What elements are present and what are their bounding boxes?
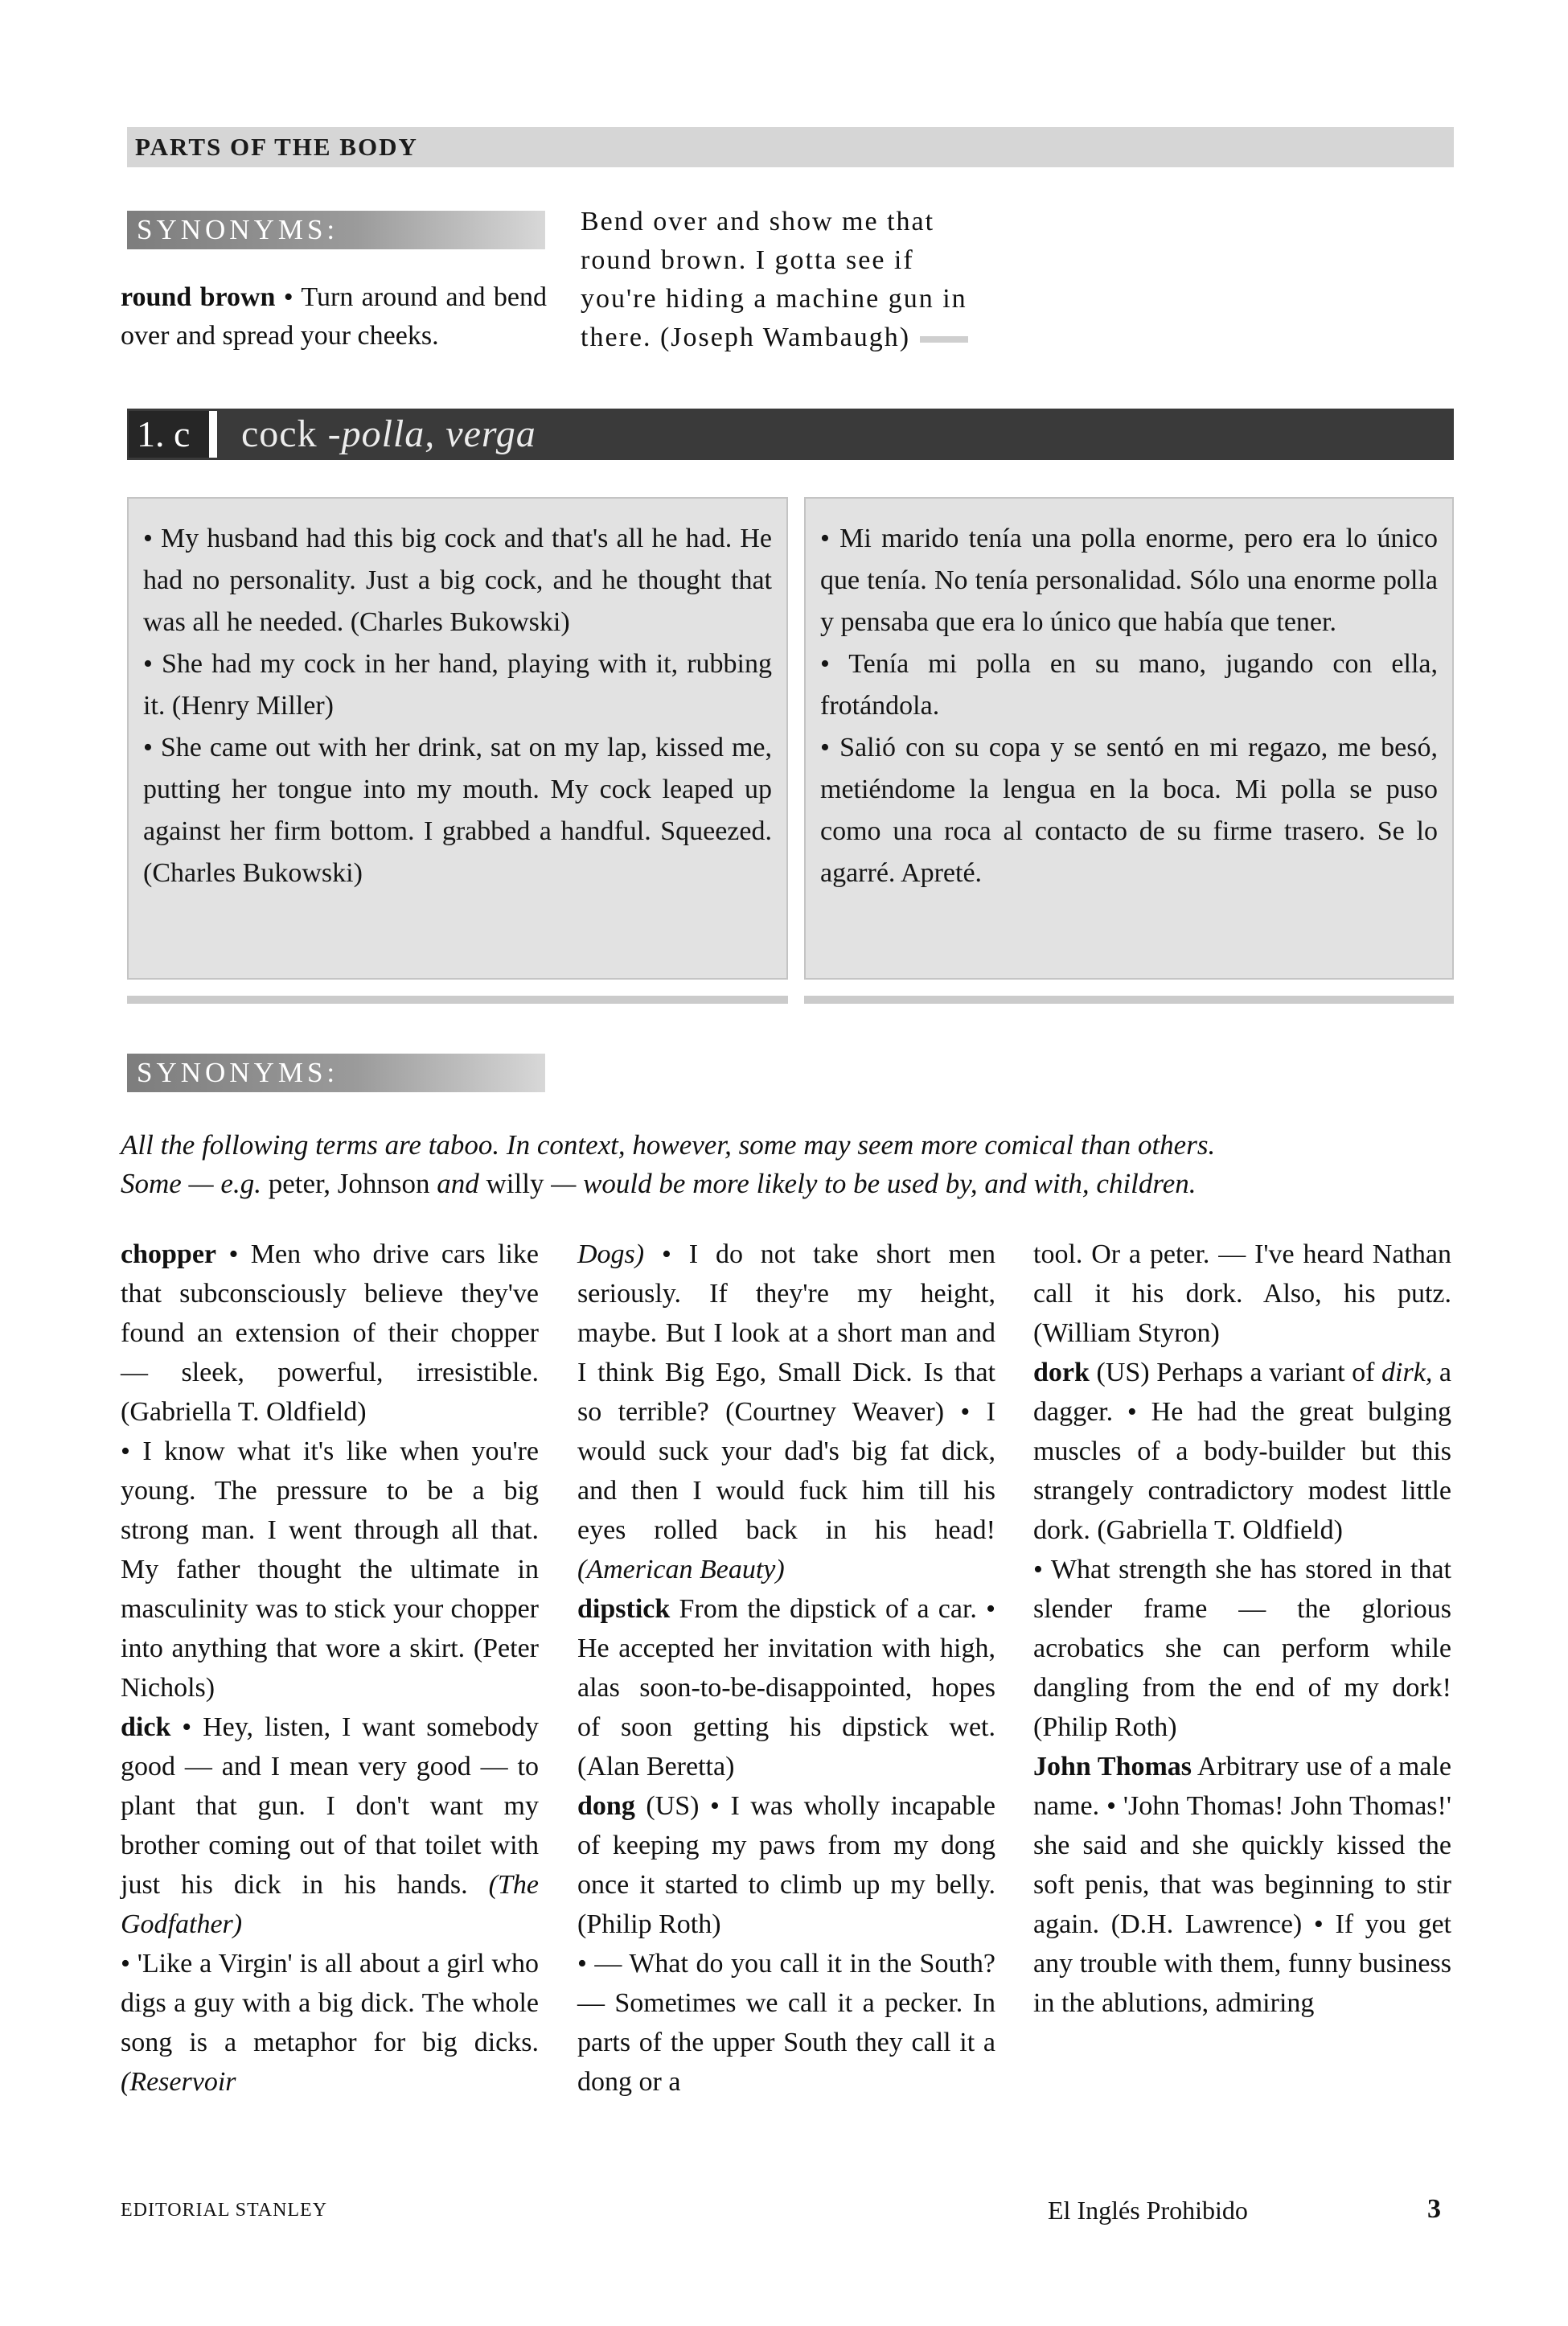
- round-brown-quote: [581, 203, 999, 357]
- intro-line-1: All the following terms are taboo. In context, however, some may seem more comical than others.: [121, 1129, 1216, 1161]
- american-beauty-source: (American Beauty): [577, 1555, 785, 1584]
- example-en-2: • She had my cock in her hand, playing with it, rubbing it. (Henry Miller): [143, 649, 772, 721]
- dipstick-text: From the dipstick of a car. • He accepted her invitation with high, alas soon-to-be-disappointed, hopes of soon getting his dipstick wet. (Alan Beretta): [577, 1594, 995, 1781]
- dong-text-2: • — What do you call it in the South? — Sometimes we call it a pecker. In parts of the upper South they call it a dong or a: [577, 1949, 995, 2097]
- page-number: 3: [1427, 2194, 1441, 2224]
- footer-publisher: EDITORIAL STANLEY: [121, 2200, 328, 2221]
- synonyms-intro: [121, 1126, 1455, 1203]
- dork-text-a: (US) Perhaps a variant of: [1096, 1358, 1375, 1387]
- dork-dirk: dirk,: [1381, 1358, 1433, 1387]
- term-dipstick: dipstick: [577, 1594, 671, 1624]
- entry-title: [241, 411, 536, 458]
- entry-number: 1. c: [129, 411, 217, 458]
- chopper-text-2: • I know what it's like when you're young. The pressure to be a big strong man. I went through all that. My father thought the ultimate in masculinity was to stick your chopper into anything that wore a skirt. (Peter Nichols): [121, 1436, 539, 1703]
- column-3: [1033, 1235, 1451, 2023]
- end-mark: [920, 336, 968, 343]
- entry-dong: [577, 1786, 995, 1944]
- term-john-thomas: John Thomas: [1033, 1752, 1192, 1781]
- dong-text: (US) • I was wholly incapable of keeping my paws from my dong once it started to climb up my belly. (Philip Roth): [577, 1791, 995, 1939]
- dick-source: (The Godfather): [121, 1870, 539, 1939]
- examples-english-box: [127, 497, 788, 980]
- entry-translation: -polla, verga: [327, 413, 536, 455]
- example-es-1: • Mi marido tenía una polla enorme, pero era lo único que tenía. No tenía personalidad. Sólo una enorme polla y pensaba que era lo único que había que tener.: [820, 524, 1438, 637]
- column-2: [577, 1235, 995, 2102]
- dick-text: • Hey, listen, I want somebody good — and I mean very good — to plant that gun. I don't want my brother coming out of that toilet with just his dick in his hands.: [121, 1712, 540, 1900]
- entry-dipstick: [577, 1589, 995, 1786]
- round-brown-quote-text: Bend over and show me that round brown. I gotta see if you're hiding a machine gun in there. (Joseph Wambaugh): [581, 207, 967, 352]
- round-brown-definition: [121, 278, 547, 355]
- entry-dork: [1033, 1353, 1451, 1550]
- intro-and: and: [437, 1168, 479, 1199]
- example-es-3: • Salió con su copa y se sentó en mi regazo, me besó, metiéndome la lengua en la boca. Mi polla se puso como una roca al contacto de su firme trasero. Se lo agarré. Apreté.: [820, 733, 1438, 888]
- round-brown-text: • Turn around and bend over and spread your cheeks.: [121, 282, 547, 351]
- term-dick: dick: [121, 1712, 171, 1742]
- term-round-brown: round brown: [121, 282, 276, 312]
- entry-john-thomas: [1033, 1747, 1451, 2023]
- term-dork: dork: [1033, 1358, 1090, 1387]
- chopper-text: • Men who drive cars like that subconsciously believe they've found an extension of their chopper — sleek, powerful, irresistible. (Gabriella T. Oldfield): [121, 1239, 540, 1427]
- dork-text-b: a dagger. • He had the great bulging muscles of a body-builder but this strangely contradictory modest little dork. (Gabriella T. Oldfield): [1033, 1358, 1452, 1545]
- synonyms-label-2: SYNONYMS:: [127, 1054, 545, 1092]
- term-dong: dong: [577, 1791, 635, 1821]
- intro-peter: peter, Johnson: [268, 1168, 430, 1199]
- term-chopper: chopper: [121, 1239, 216, 1269]
- entry-dick: [121, 1708, 539, 1944]
- entry-word: cock: [241, 413, 318, 455]
- example-en-1: • My husband had this big cock and that's all he had. He had no personality. Just a big cock, and he thought that was all he needed. (Charles Bukowski): [143, 524, 772, 637]
- column-1: [121, 1235, 539, 2102]
- dick-text-2-wrap: [121, 1944, 539, 2102]
- intro-willy: willy: [486, 1168, 544, 1199]
- example-en-3: • She came out with her drink, sat on my lap, kissed me, putting her tongue into my mouth. My cock leaped up against her firm bottom. I grabbed a handful. Squeezed. (Charles Bukowski): [143, 733, 772, 888]
- synonyms-label: SYNONYMS:: [127, 211, 545, 249]
- dick-source-2: (Reservoir: [121, 2067, 236, 2097]
- box-underline-right: [804, 996, 1454, 1004]
- footer-book-title: El Inglés Prohibido: [1048, 2196, 1248, 2225]
- examples-spanish-box: [804, 497, 1454, 980]
- intro-line-2: [121, 1165, 1455, 1203]
- box-underline-left: [127, 996, 788, 1004]
- example-es-2: • Tenía mi polla en su mano, jugando con ella, frotándola.: [820, 649, 1438, 721]
- col3-text-1: tool. Or a peter. — I've heard Nathan call it his dork. Also, his putz. (William Styron): [1033, 1239, 1451, 1348]
- intro-rest: — would be more likely to be used by, and with, children.: [551, 1168, 1197, 1199]
- col2-text-1: • I do not take short men seriously. If they're my height, maybe. But I look at a short man and I think Big Ego, Small Dick. Is that so terrible? (Courtney Weaver) • I would suck your dad's big fat dick, and then I would fuck him till his eyes rolled back in his head!: [577, 1239, 996, 1545]
- dick-text-2: • 'Like a Virgin' is all about a girl who digs a guy with a big dick. The whole song is a metaphor for big dicks.: [121, 1949, 539, 2057]
- col2-para-1: [577, 1235, 995, 1589]
- section-title: PARTS OF THE BODY: [127, 127, 1454, 167]
- entry-chopper: [121, 1235, 539, 1432]
- dork-text-2: • What strength she has stored in that slender frame — the glorious acrobatics she can perform while dangling from the end of my dork! (Philip Roth): [1033, 1555, 1451, 1742]
- dogs-source: Dogs): [577, 1239, 645, 1269]
- intro-some: Some — e.g.: [121, 1168, 261, 1199]
- john-thomas-text: Arbitrary use of a male name. • 'John Thomas! John Thomas!' she said and she quickly kissed the soft penis, that was beginning to stir again. (D.H. Lawrence) • If you get any trouble with them, funny business in the ablutions, admiring: [1033, 1752, 1451, 2018]
